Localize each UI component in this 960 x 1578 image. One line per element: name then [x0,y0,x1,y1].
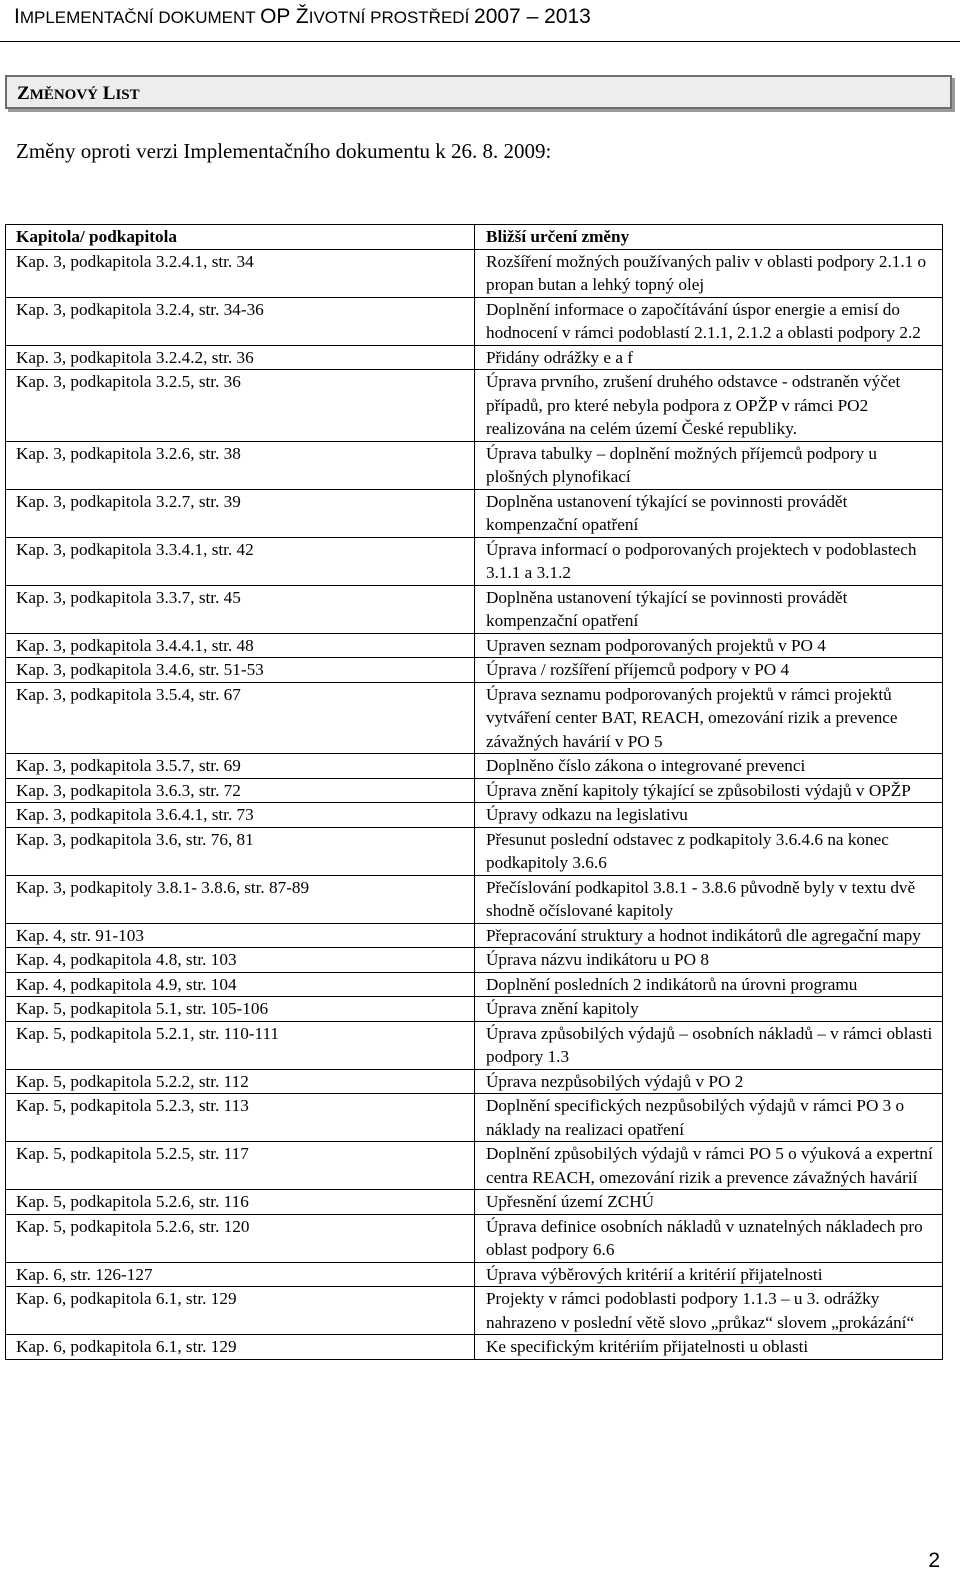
chapter-cell: Kap. 3, podkapitola 3.2.7, str. 39 [6,489,475,537]
table-row [6,948,943,973]
page-number: 2 [928,1549,940,1572]
change-cell: Doplnění posledních 2 indikátorů na úrovni programu [475,972,943,997]
chapter-cell: Kap. 3, podkapitola 3.2.4, str. 34-36 [6,297,475,345]
chapter-cell: Kap. 3, podkapitola 3.4.4.1, str. 48 [6,633,475,658]
chapter-cell: Kap. 6, podkapitola 6.1, str. 129 [6,1287,475,1335]
change-cell: Doplněna ustanovení týkající se povinnosti provádět kompenzační opatření [475,489,943,537]
change-cell: Doplněna ustanovení týkající se povinnosti provádět kompenzační opatření [475,585,943,633]
table-row [6,997,943,1022]
change-cell: Přepracování struktury a hodnot indikátorů dle agregační mapy [475,923,943,948]
table-row [6,633,943,658]
chapter-cell: Kap. 3, podkapitola 3.3.7, str. 45 [6,585,475,633]
change-cell: Úprava informací o podporovaných projektech v podoblastech 3.1.1 a 3.1.2 [475,537,943,585]
chapter-cell: Kap. 3, podkapitola 3.5.4, str. 67 [6,682,475,754]
chapter-cell: Kap. 3, podkapitola 3.5.7, str. 69 [6,754,475,779]
chapter-cell: Kap. 5, podkapitola 5.2.3, str. 113 [6,1094,475,1142]
table-row [6,1262,943,1287]
change-cell: Úpravy odkazu na legislativu [475,803,943,828]
table-row [6,1094,943,1142]
chapter-cell: Kap. 4, podkapitola 4.8, str. 103 [6,948,475,973]
header-letter-z: Ž [290,5,309,28]
table-row [6,803,943,828]
table-row [6,778,943,803]
chapter-cell: Kap. 5, podkapitola 5.2.5, str. 117 [6,1142,475,1190]
chapter-cell: Kap. 3, podkapitola 3.2.4.2, str. 36 [6,345,475,370]
change-cell: Úprava znění kapitoly [475,997,943,1022]
banner-text-1: MĚNOVÝ [29,87,99,103]
chapter-cell: Kap. 3, podkapitola 3.6.4.1, str. 73 [6,803,475,828]
change-cell: Přečíslování podkapitol 3.8.1 - 3.8.6 původně byly v textu dvě shodně očíslované kapitoly [475,875,943,923]
table-row [6,1021,943,1069]
table-row [6,658,943,683]
chapter-cell: Kap. 3, podkapitola 3.2.6, str. 38 [6,441,475,489]
change-cell: Úprava nezpůsobilých výdajů v PO 2 [475,1069,943,1094]
change-list-banner [5,75,952,109]
chapter-cell: Kap. 5, podkapitola 5.2.2, str. 112 [6,1069,475,1094]
chapter-cell: Kap. 4, podkapitola 4.9, str. 104 [6,972,475,997]
table-row [6,827,943,875]
chapter-cell: Kap. 5, podkapitola 5.2.1, str. 110-111 [6,1021,475,1069]
change-cell: Doplnění specifických nezpůsobilých výdajů v rámci PO 3 o náklady na realizaci opatření [475,1094,943,1142]
changes-table [5,224,943,1360]
change-cell: Úprava seznamu podporovaných projektů v rámci projektů vytváření center BAT, REACH, omezování rizik a prevence závažných havárií v PO 5 [475,682,943,754]
table-row [6,249,943,297]
chapter-cell: Kap. 5, podkapitola 5.1, str. 105-106 [6,997,475,1022]
table-row [6,537,943,585]
change-cell: Přesunut poslední odstavec z podkapitoly 3.6.4.6 na konec podkapitoly 3.6.6 [475,827,943,875]
chapter-cell: Kap. 5, podkapitola 5.2.6, str. 120 [6,1214,475,1262]
header-letter-i: I [14,5,20,28]
table-row [6,345,943,370]
header-change-detail: Bližší určení změny [475,225,943,250]
chapter-cell: Kap. 6, podkapitola 6.1, str. 129 [6,1335,475,1360]
table-row [6,489,943,537]
change-cell: Úprava názvu indikátoru u PO 8 [475,948,943,973]
chapter-cell: Kap. 4, str. 91-103 [6,923,475,948]
table-row [6,1069,943,1094]
change-cell: Úprava prvního, zrušení druhého odstavce - odstraněn výčet případů, pro které nebyla podpora z OPŽP v rámci PO2 realizována na celém území České republiky. [475,370,943,442]
change-cell: Ke specifickým kritériím přijatelnosti u oblasti [475,1335,943,1360]
change-cell: Doplněno číslo zákona o integrované prevenci [475,754,943,779]
change-cell: Úprava definice osobních nákladů v uznatelných nákladech pro oblast podpory 6.6 [475,1214,943,1262]
header-op: OP [260,5,291,28]
chapter-cell: Kap. 3, podkapitola 3.6.3, str. 72 [6,778,475,803]
chapter-cell: Kap. 3, podkapitola 3.2.5, str. 36 [6,370,475,442]
chapter-cell: Kap. 3, podkapitola 3.6, str. 76, 81 [6,827,475,875]
table-row [6,754,943,779]
table-row [6,923,943,948]
table-row [6,441,943,489]
change-cell: Projekty v rámci podoblasti podpory 1.1.3 – u 3. odrážky nahrazeno v poslední větě slovo „průkaz“ slovem „prokázání“ [475,1287,943,1335]
chapter-cell: Kap. 6, str. 126-127 [6,1262,475,1287]
change-cell: Úprava znění kapitoly týkající se způsobilosti výdajů v OPŽP [475,778,943,803]
change-cell: Úprava výběrových kritérií a kritérií přijatelnosti [475,1262,943,1287]
chapter-cell: Kap. 3, podkapitoly 3.8.1- 3.8.6, str. 87-89 [6,875,475,923]
change-cell: Rozšíření možných používaných paliv v oblasti podpory 2.1.1 o propan butan a lehký topný olej [475,249,943,297]
table-row [6,1190,943,1215]
change-cell: Přidány odrážky e a f [475,345,943,370]
change-cell: Úprava způsobilých výdajů – osobních nákladů – v rámci oblasti podpory 1.3 [475,1021,943,1069]
chapter-cell: Kap. 5, podkapitola 5.2.6, str. 116 [6,1190,475,1215]
banner-text-2: IST [115,87,140,103]
change-cell: Úprava / rozšíření příjemců podpory v PO 4 [475,658,943,683]
chapter-cell: Kap. 3, podkapitola 3.2.4.1, str. 34 [6,249,475,297]
table-row [6,585,943,633]
chapter-cell: Kap. 3, podkapitola 3.4.6, str. 51-53 [6,658,475,683]
banner-letter-l: L [98,83,116,104]
header-chapter: Kapitola/ podkapitola [6,225,475,250]
banner-letter-z: Z [17,83,30,104]
table-row [6,1214,943,1262]
change-cell: Doplnění způsobilých výdajů v rámci PO 5 o výuková a expertní centra REACH, omezování rizik a prevence závažných havárií [475,1142,943,1190]
header-text-2: IVOTNÍ PROSTŘEDÍ [308,8,475,27]
document-header [0,0,960,42]
change-cell: Upřesnění území ZCHÚ [475,1190,943,1215]
change-cell: Upraven seznam podporovaných projektů v PO 4 [475,633,943,658]
change-cell: Úprava tabulky – doplnění možných příjemců podpory u plošných plynofikací [475,441,943,489]
header-years: 2007 – 2013 [474,5,591,28]
table-row [6,297,943,345]
chapter-cell: Kap. 3, podkapitola 3.3.4.1, str. 42 [6,537,475,585]
change-cell: Doplnění informace o započítávání úspor energie a emisí do hodnocení v rámci podoblastí 2.1.1, 2.1.2 a oblasti podpory 2.2 [475,297,943,345]
table-row [6,1287,943,1335]
table-row [6,370,943,442]
table-row [6,875,943,923]
header-text-1: MPLEMENTAČNÍ DOKUMENT [19,8,261,27]
table-row [6,1335,943,1360]
table-row [6,682,943,754]
table-header-row [6,225,943,250]
subtitle: Změny oproti verzi Implementačního dokumentu k 26. 8. 2009: [16,139,552,163]
table-row [6,1142,943,1190]
table-row [6,972,943,997]
